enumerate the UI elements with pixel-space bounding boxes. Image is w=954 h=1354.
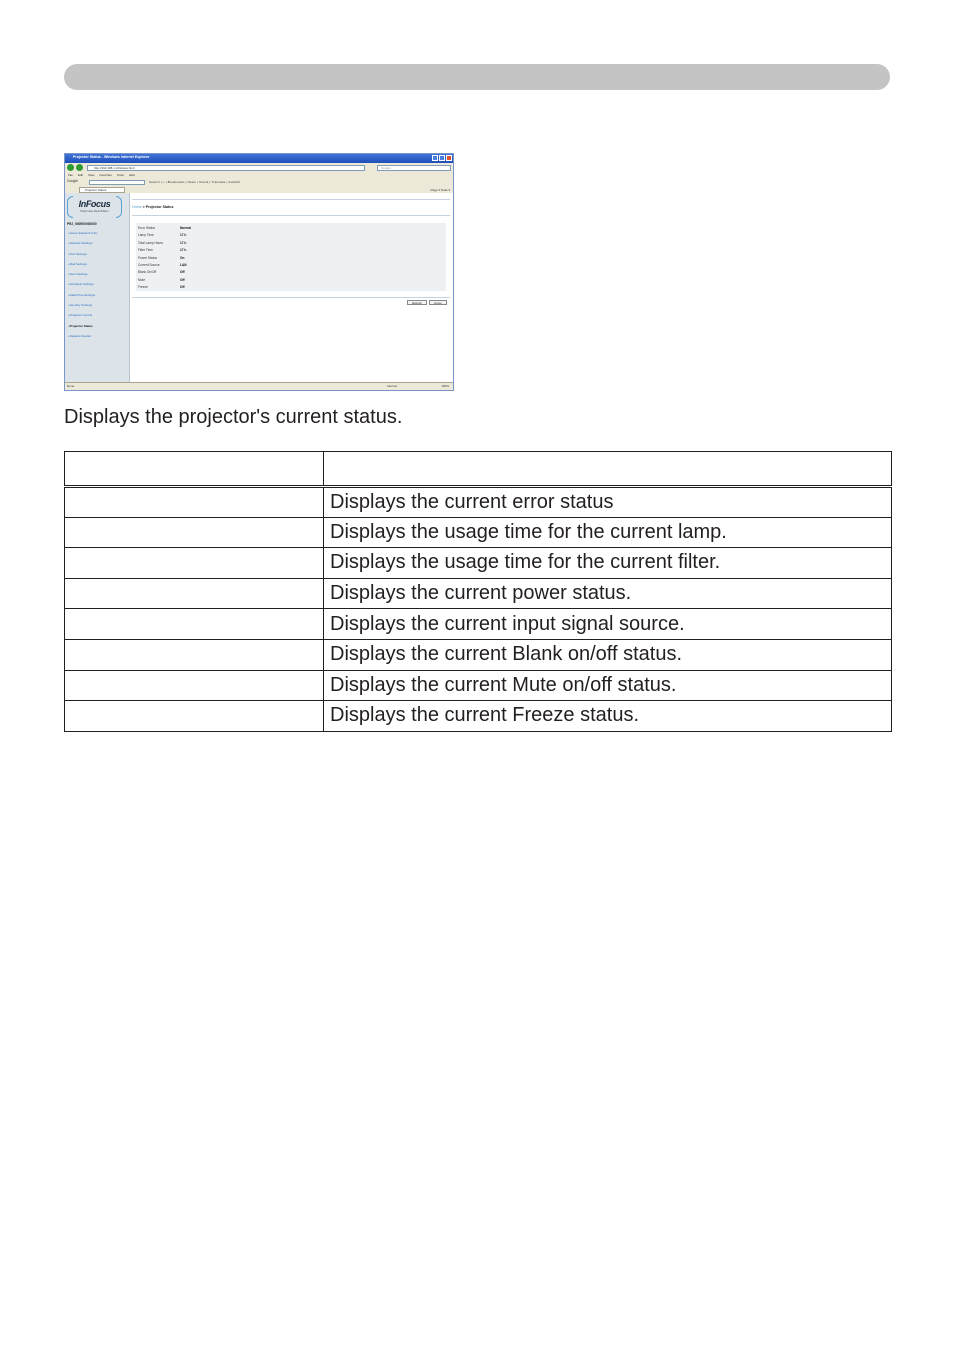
logo-name: InFocus [78,199,111,209]
breadcrumb-home[interactable]: Home [132,205,142,209]
web-sidebar [65,193,130,384]
web-nav-item[interactable]: » Network Settings [68,241,97,251]
status-value: 17 h [180,248,187,253]
home-button[interactable]: Home [429,300,447,305]
web-nav-item[interactable]: » Projector Control [68,313,97,323]
status-value: Off [180,285,185,290]
status-value: LAN [180,263,187,267]
section-header-bar [64,64,890,90]
status-key: Mute [138,277,146,282]
status-row [138,284,444,292]
table-row [65,578,892,609]
header-item [65,452,324,487]
description-cell: Displays the usage time for the current lamp. [324,517,892,548]
item-cell [65,487,324,518]
item-cell [65,578,324,609]
status-key: Current Source [138,263,160,267]
description-text: Displays the projector's current status. [64,406,403,428]
item-cell [65,639,324,670]
google-toolbar-buttons[interactable]: Search | + | Bookmarks | News | Check | Translate | AutoFill [149,180,241,185]
web-nav-item[interactable]: » Port Settings [68,252,97,262]
tab-projector-status[interactable]: Projector Status [79,187,125,193]
item-cell [65,517,324,548]
menu-item[interactable]: File [68,173,73,177]
window-title: Projector Status - Windows Internet Explorer [73,155,150,159]
status-value: Normal [180,226,191,230]
status-key: Filter Time [138,248,153,253]
device-name: PRJ_000E00000000 [67,222,97,226]
description-cell: Displays the current Freeze status. [324,701,892,732]
infocus-logo [67,196,122,218]
status-value: Off [180,277,185,282]
table-row [65,487,892,518]
divider [132,297,450,298]
web-nav-item[interactable]: » Date/Time Settings [68,293,97,303]
status-items-table [64,451,892,732]
table-row [65,639,892,670]
close-icon[interactable] [446,155,452,161]
description-cell: Displays the current input signal source. [324,609,892,640]
item-cell [65,701,324,732]
forward-icon[interactable] [76,164,83,171]
address-row [65,163,453,172]
status-value: On [180,255,185,260]
item-cell [65,609,324,640]
status-value: 17 h [180,240,187,245]
menu-item[interactable]: Edit [77,173,84,177]
status-key: Lamp Time [138,233,154,238]
browser-screenshot [64,153,454,391]
status-key: Error Status [138,226,156,230]
web-nav-item[interactable]: » Projector Status [68,324,97,334]
browser-title-bar [65,154,453,163]
status-zone: Internet [387,384,398,388]
table-row [65,701,892,732]
item-cell [65,670,324,701]
search-box[interactable]: Google [377,165,451,171]
divider [132,215,450,216]
web-nav-item[interactable]: » Home (Network Info) [68,231,97,241]
status-key: Blank On/Off [138,270,157,275]
table-row [65,609,892,640]
back-icon[interactable] [67,164,74,171]
menu-item[interactable]: Help [128,173,135,177]
status-key: Total Lamp Hours [138,240,163,245]
breadcrumb [132,205,173,209]
table-row [65,517,892,548]
menu-item[interactable]: Tools [116,173,124,177]
description-cell: Displays the current Mute on/off status. [324,670,892,701]
address-bar[interactable]: http://192.168.1.10/status.html [87,165,365,171]
description-cell: Displays the usage time for the current filter. [324,548,892,579]
web-nav-item[interactable]: » Schedule Settings [68,282,97,292]
description-cell: Displays the current Blank on/off status. [324,639,892,670]
zoom-level[interactable]: 100% [441,384,449,388]
table-row [65,548,892,579]
table-row [65,670,892,701]
google-label: Google [67,179,78,183]
status-value: 17 h [180,233,187,238]
status-key: Freeze [138,285,148,290]
command-bar[interactable]: Page ▾ Tools ▾ [430,188,450,192]
web-content [130,193,454,384]
menu-item[interactable]: View [88,173,95,177]
status-value: Off [180,270,185,275]
maximize-icon[interactable] [439,155,445,161]
browser-status-bar [65,382,453,390]
web-nav-item[interactable]: » Network Restart [68,334,97,344]
status-panel [136,223,446,291]
menu-item[interactable]: Favorites [99,173,112,177]
table-header-row [65,452,892,487]
item-cell [65,548,324,579]
logo-tagline: Bright Ideas Made Brilliant [80,210,109,213]
minimize-icon[interactable] [432,155,438,161]
breadcrumb-page: > Projector Status [141,205,174,209]
web-nav-item[interactable]: » Alert Settings [68,272,97,282]
description-cell: Displays the current error status [324,487,892,518]
web-nav-item[interactable]: » Mail Settings [68,262,97,272]
google-search-input[interactable] [89,180,145,185]
header-description [324,452,892,487]
divider [132,199,450,200]
status-key: Power Status [138,255,157,260]
description-cell: Displays the current power status. [324,578,892,609]
web-nav-list [68,231,97,344]
refresh-button[interactable]: Refresh [407,300,427,305]
status-done: Done [67,384,75,388]
web-nav-item[interactable]: » Security Settings [68,303,97,313]
